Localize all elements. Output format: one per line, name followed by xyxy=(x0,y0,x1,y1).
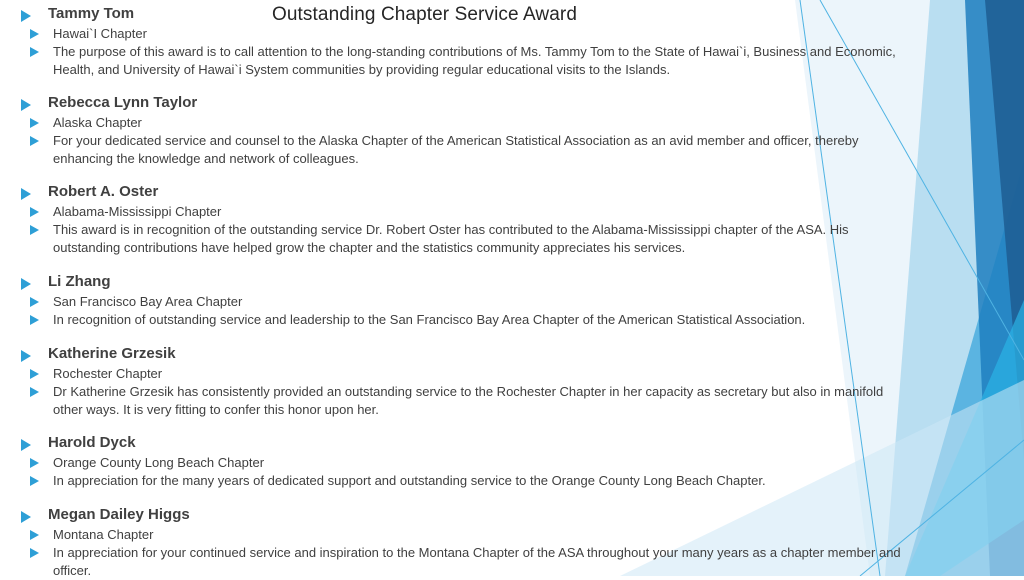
awardee-chapter: Orange County Long Beach Chapter xyxy=(53,455,265,470)
awardee-citation: This award is in recognition of the outstanding service Dr. Robert Oster has contributed to the Alabama-Mississippi chapter of the ASA. His outstanding contributions have helped grow the chapter and the statistics community appreciates his services. xyxy=(53,222,849,255)
bullet-arrow-icon xyxy=(30,369,39,379)
awardee-name: Robert A. Oster xyxy=(48,183,159,200)
awardee-citation: For your dedicated service and counsel to the Alaska Chapter of the American Statistical Association as an avid member and officer, thereby enhancing the knowledge and network of colleagues. xyxy=(53,133,859,166)
awardee-chapter: Alabama-Mississippi Chapter xyxy=(53,204,222,219)
bullet-arrow-icon xyxy=(30,47,39,57)
awardee-chapter: Montana Chapter xyxy=(53,527,154,542)
awardee-name: Katherine Grzesik xyxy=(48,345,176,362)
bullet-arrow-icon xyxy=(30,118,39,128)
bullet-arrow-icon xyxy=(21,10,31,22)
awardee-citation: In recognition of outstanding service and leadership to the San Francisco Bay Area Chapter of the American Statistical Association. xyxy=(53,312,806,327)
bullet-arrow-icon xyxy=(21,278,31,290)
awardee-citation: Dr Katherine Grzesik has consistently provided an outstanding service to the Rochester Chapter in her capacity as secretary but also in manifold other ways. It is very fitting to confer this honor upon her. xyxy=(53,384,884,417)
bullet-arrow-icon xyxy=(30,315,39,325)
awardee-chapter: Rochester Chapter xyxy=(53,366,163,381)
bullet-arrow-icon xyxy=(30,207,39,217)
bullet-arrow-icon xyxy=(30,297,39,307)
awardee-chapter: Alaska Chapter xyxy=(53,115,142,130)
slide-title: Outstanding Chapter Service Award xyxy=(272,4,578,25)
awardee-citation: In appreciation for your continued service and inspiration to the Montana Chapter of the ASA throughout your many years as a chapter member and officer. xyxy=(53,545,901,578)
bullet-arrow-icon xyxy=(21,188,31,200)
awardee-name: Tammy Tom xyxy=(48,5,135,22)
bullet-arrow-icon xyxy=(21,350,31,362)
bullet-arrow-icon xyxy=(30,458,39,468)
bullet-arrow-icon xyxy=(30,476,39,486)
awardee-name: Megan Dailey Higgs xyxy=(48,506,190,523)
awardee-chapter: San Francisco Bay Area Chapter xyxy=(53,294,243,309)
bullet-arrow-icon xyxy=(30,387,39,397)
bullet-arrow-icon xyxy=(21,439,31,451)
awardee-citation: In appreciation for the many years of dedicated support and outstanding service to the Orange County Long Beach Chapter. xyxy=(53,473,766,488)
bullet-arrow-icon xyxy=(30,225,39,235)
bullet-arrow-icon xyxy=(21,99,31,111)
bullet-arrow-icon xyxy=(30,29,39,39)
bullet-arrow-icon xyxy=(21,511,31,523)
awardee-name: Li Zhang xyxy=(48,273,111,290)
bullet-arrow-icon xyxy=(30,530,39,540)
bullet-arrow-icon xyxy=(30,136,39,146)
bullet-arrow-icon xyxy=(30,548,39,558)
awardee-citation: The purpose of this award is to call attention to the long-standing contributions of Ms. Tammy Tom to the State of Hawai`i, Business and Economic, Health, and University of Hawai`i System communities by providing regular educational visits to the Islands. xyxy=(53,44,896,77)
awardee-name: Rebecca Lynn Taylor xyxy=(48,94,198,111)
awardee-name: Harold Dyck xyxy=(48,434,136,451)
awardee-chapter: Hawai`I Chapter xyxy=(53,26,147,41)
